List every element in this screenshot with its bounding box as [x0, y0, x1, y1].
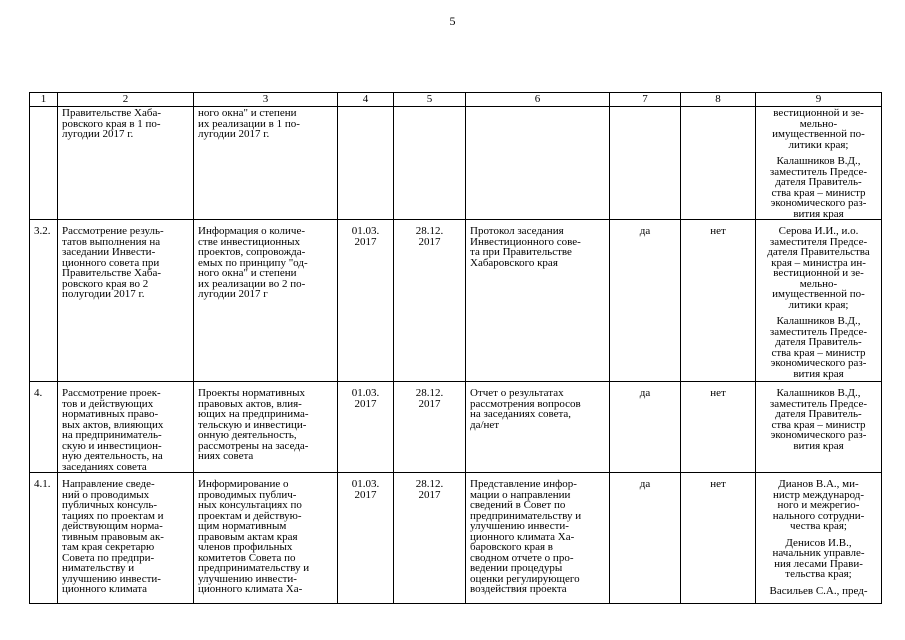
responsible-persons — [756, 220, 882, 382]
expected-result: ного окна" и степени их реализации в 1 по- лугодии 2017 г. — [194, 107, 338, 220]
event-name: Направление сведе- ний о проводимых публичных консуль- тациях по проектам и действующим норма- тивным правовым ак- там края секретарю Совета по предпри- нимательству и улучшению инвести- ционного климата — [58, 473, 194, 604]
flag-col8: нет — [681, 220, 756, 382]
item-number — [30, 107, 58, 220]
responsible-person: Калашников В.Д., заместитель Предсе- дателя Правитель- ства края – министр экономического раз- вития края — [769, 155, 868, 220]
item-number: 4. — [30, 382, 58, 473]
column-header: 9 — [756, 93, 882, 107]
end-date — [394, 107, 466, 220]
control-event — [466, 107, 610, 220]
responsible-person: Дианов В.А., ми- нистр международ- ного и межрегио- нального сотрудни- чества края; — [772, 478, 865, 532]
page-number: 5 — [449, 14, 456, 28]
column-header: 7 — [610, 93, 681, 107]
event-name: Рассмотрение резуль- татов выполнения на заседании Инвести- ционного совета при Правительстве Хаба- ровского края во 2 полугодии 2017 г. — [58, 220, 194, 382]
flag-col7 — [610, 107, 681, 220]
table-header-row — [30, 93, 882, 107]
responsible-person: Калашников В.Д., заместитель Предсе- дателя Правитель- ства края – министр экономического раз- вития края — [769, 315, 868, 380]
item-number: 4.1. — [30, 473, 58, 604]
table-row — [30, 107, 882, 220]
flag-col8 — [681, 107, 756, 220]
flag-col7: да — [610, 382, 681, 473]
start-date: 01.03. 2017 — [338, 473, 394, 604]
plan-table — [29, 92, 882, 604]
event-name: Правительстве Хаба- ровского края в 1 по- лугодии 2017 г. — [58, 107, 194, 220]
responsible-person: Калашников В.Д., заместитель Предсе- дателя Правитель- ства края – министр экономического раз- вития края — [769, 387, 868, 452]
column-header: 5 — [394, 93, 466, 107]
control-event: Представление инфор- мации о направлении сведений в Совет по предпринимательству и улучшению инвести- ционного климата Ха- баровского края в сводном отчете о про- ведении процедуры оценки регулирующего воздействия проекта — [466, 473, 610, 604]
end-date: 28.12. 2017 — [394, 473, 466, 604]
responsible-person: Серова И.И., и.о. заместителя Предсе- дателя Правительства края – министра ин- вестиционной и зе- мельно- имущественной по- литики края; — [767, 225, 870, 311]
column-header: 1 — [30, 93, 58, 107]
table-row — [30, 382, 882, 473]
flag-col8: нет — [681, 473, 756, 604]
table-row — [30, 220, 882, 382]
control-event: Протокол заседания Инвестиционного сове- та при Правительстве Хабаровского края — [466, 220, 610, 382]
flag-col7: да — [610, 473, 681, 604]
flag-col7: да — [610, 220, 681, 382]
end-date: 28.12. 2017 — [394, 220, 466, 382]
column-header: 8 — [681, 93, 756, 107]
expected-result: Информирование о проводимых публич- ных консультациях по проектам и действую- щим нормативным правовым актам края членов профильных комитетов Совета по предпринимательству и улучшению инвести- ционного климата Ха- — [194, 473, 338, 604]
item-number: 3.2. — [30, 220, 58, 382]
start-date — [338, 107, 394, 220]
start-date: 01.03. 2017 — [338, 220, 394, 382]
column-header: 2 — [58, 93, 194, 107]
responsible-person: Васильев С.А., пред- — [769, 584, 868, 597]
expected-result: Информация о количе- стве инвестиционных проектов, сопровожда- емых по принципу "од- ного окна" и степени их реализации во 2 по- лугодии 2017 г — [194, 220, 338, 382]
start-date: 01.03. 2017 — [338, 382, 394, 473]
control-event: Отчет о результатах рассмотрения вопросов на заседаниях совета, да/нет — [466, 382, 610, 473]
responsible-person: Денисов И.В., начальник управле- ния лесами Прави- тельства края; — [772, 536, 865, 580]
expected-result: Проекты нормативных правовых актов, влия- ющих на предпринима- тельскую и инвестици- онную деятельность, рассмотрены на заседа- ниях совета — [194, 382, 338, 473]
column-header: 4 — [338, 93, 394, 107]
responsible-persons — [756, 382, 882, 473]
responsible-persons — [756, 107, 882, 220]
responsible-person: вестиционной и зе- мельно- имущественной по- литики края; — [772, 107, 865, 151]
table-row — [30, 473, 882, 604]
column-header: 6 — [466, 93, 610, 107]
column-header: 3 — [194, 93, 338, 107]
event-name: Рассмотрение проек- тов и действующих нормативных право- вых актов, влияющих на предприниматель- скую и инвестицион- ную деятельность, на заседаниях совета — [58, 382, 194, 473]
flag-col8: нет — [681, 382, 756, 473]
end-date: 28.12. 2017 — [394, 382, 466, 473]
responsible-persons — [756, 473, 882, 604]
